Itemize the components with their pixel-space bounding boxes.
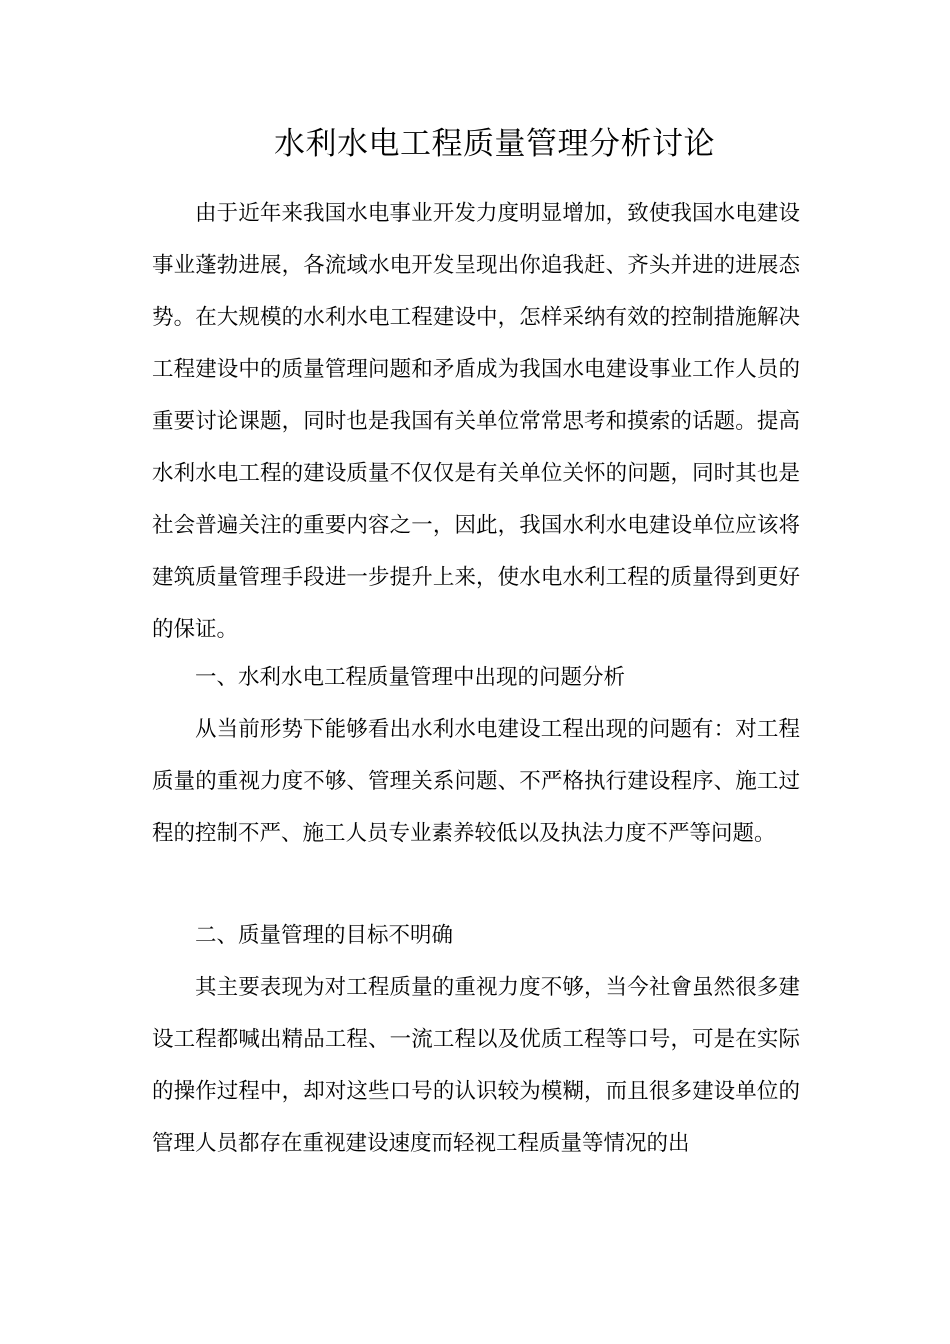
section-heading-1: 一、水利水电工程质量管理中出现的问题分析 <box>195 665 626 690</box>
document-title: 水利水电工程质量管理分析讨论 <box>274 126 715 162</box>
paragraph-problems: 从当前形势下能够看出水利水电建设工程出现的问题有：对工程质量的重视力度不够、管理关系问题、不严格执行建设程序、施工过程的控制不严、施工人员专业素养较低以及执法力度不严等问题。 <box>152 717 800 846</box>
section-heading-2: 二、质量管理的目标不明确 <box>195 923 454 948</box>
paragraph-intro: 由于近年来我国水电事业开发力度明显增加，致使我国水电建设事业蓬勃进展，各流域水电开发呈现出你追我赶、齐头并进的进展态势。在大规模的水利水电工程建设中，怎样采纳有效的控制措施解决工程建设中的质量管理问题和矛盾成为我国水电建设事业工作人员的重要讨论课题，同时也是我国有关单位常常思考和摸索的话题。提高水利水电工程的建设质量不仅仅是有关单位关怀的问题，同时其也是社会普遍关注的重要内容之一，因此，我国水利水电建设单位应该将建筑质量管理手段进一步提升上来，使水电水利工程的质量得到更好的保证。 <box>152 201 800 642</box>
paragraph-quality-goals: 其主要表现为对工程质量的重视力度不够，当今社會虽然很多建设工程都喊出精品工程、一流工程以及优质工程等口号，可是在实际的操作过程中，却对这些口号的认识较为模糊，而且很多建设单位的管理人员都存在重视建设速度而轻视工程质量等情况的出 <box>152 975 800 1156</box>
